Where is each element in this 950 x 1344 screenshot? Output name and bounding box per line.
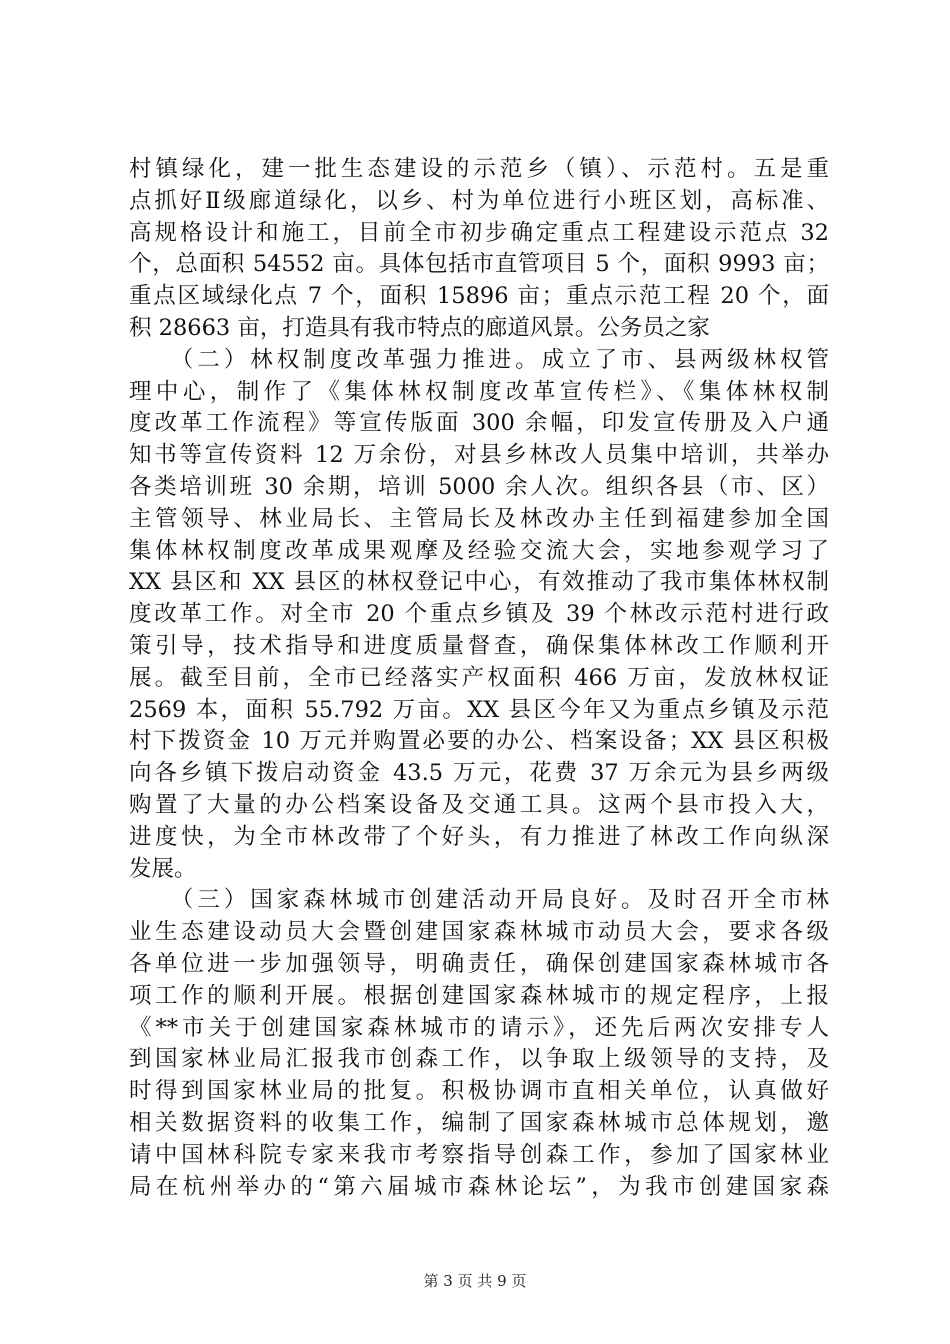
text-line: 村下拨资金 10 万元并购置必要的办公、档案设备；XX 县区积极 — [129, 728, 829, 755]
text-line: 村镇绿化，建一批生态建设的示范乡（镇）、示范村。五是重 — [129, 156, 829, 182]
text-line: 到国家林业局汇报我市创森工作，以争取上级领导的支持，及 — [129, 1046, 829, 1073]
text-line: XX 县区和 XX 县区的林权登记中心，有效推动了我市集体林权制 — [129, 569, 829, 596]
text-line: 各单位进一步加强领导，明确责任，确保创建国家森林城市各 — [129, 950, 829, 977]
text-line: 向各乡镇下拨启动资金 43.5 万元，花费 37 万余元为县乡两级 — [129, 760, 829, 787]
text-line: 积 28663 亩，打造具有我市特点的廊道风景。公务员之家 — [129, 314, 710, 341]
text-line: 集体林权制度改革成果观摩及经验交流大会，实地参观学习了 — [129, 537, 829, 564]
text-line: 发展。 — [129, 855, 197, 882]
text-line: （二）林权制度改革强力推进。成立了市、县两级林权管 — [129, 346, 829, 373]
text-line: 购置了大量的办公档案设备及交通工具。这两个县市投入大， — [129, 791, 829, 818]
text-line: 重点区域绿化点 7 个，面积 15896 亩；重点示范工程 20 个，面 — [129, 283, 829, 310]
text-line: （三）国家森林城市创建活动开局良好。及时召开全市林 — [129, 887, 829, 914]
text-line: 高规格设计和施工，目前全市初步确定重点工程建设示范点 32 — [129, 219, 829, 246]
text-line: 展。截至目前，全市已经落实产权面积 466 万亩，发放林权证 — [129, 664, 829, 691]
text-line: 度改革工作流程》等宣传版面 300 余幅，印发宣传册及入户通 — [129, 410, 829, 437]
text-line: 主管领导、林业局长、主管局长及林改办主任到福建参加全国 — [129, 505, 829, 532]
text-line: 进度快，为全市林改带了个好头，有力推进了林改工作向纵深 — [129, 823, 829, 850]
text-line: 请中国林科院专家来我市考察指导创森工作，参加了国家林业 — [129, 1141, 829, 1168]
text-line: 业生态建设动员大会暨创建国家森林城市动员大会，要求各级 — [129, 919, 829, 946]
page-number-footer: 第 3 页 共 9 页 — [423, 1272, 527, 1290]
text-line: 局在杭州举办的“第六届城市森林论坛”，为我市创建国家森 — [129, 1173, 829, 1200]
text-line: 《**市关于创建国家森林城市的请示》，还先后两次安排专人 — [129, 1014, 829, 1041]
body-text — [129, 154, 829, 1203]
text-line: 理中心，制作了《集体林权制度改革宣传栏》、《集体林权制 — [129, 378, 829, 405]
text-line: 度改革工作。对全市 20 个重点乡镇及 39 个林改示范村进行政 — [129, 601, 829, 628]
text-line: 相关数据资料的收集工作，编制了国家森林城市总体规划，邀 — [129, 1109, 829, 1136]
text-line: 点抓好Ⅱ级廊道绿化，以乡、村为单位进行小班区划，高标准、 — [129, 187, 829, 214]
text-line: 个，总面积 54552 亩。具体包括市直管项目 5 个，面积 9993 亩； — [129, 251, 829, 278]
text-line: 时得到国家林业局的批复。积极协调市直相关单位，认真做好 — [129, 1078, 829, 1105]
text-line: 策引导，技术指导和进度质量督查，确保集体林改工作顺利开 — [129, 632, 829, 659]
text-line: 各类培训班 30 余期，培训 5000 余人次。组织各县（市、区） — [129, 473, 829, 500]
text-line: 知书等宣传资料 12 万余份，对县乡林改人员集中培训，共举办 — [129, 442, 829, 469]
text-line: 2569 本，面积 55.792 万亩。XX 县区今年又为重点乡镇及示范 — [129, 696, 829, 723]
text-line: 项工作的顺利开展。根据创建国家森林城市的规定程序，上报 — [129, 982, 829, 1009]
